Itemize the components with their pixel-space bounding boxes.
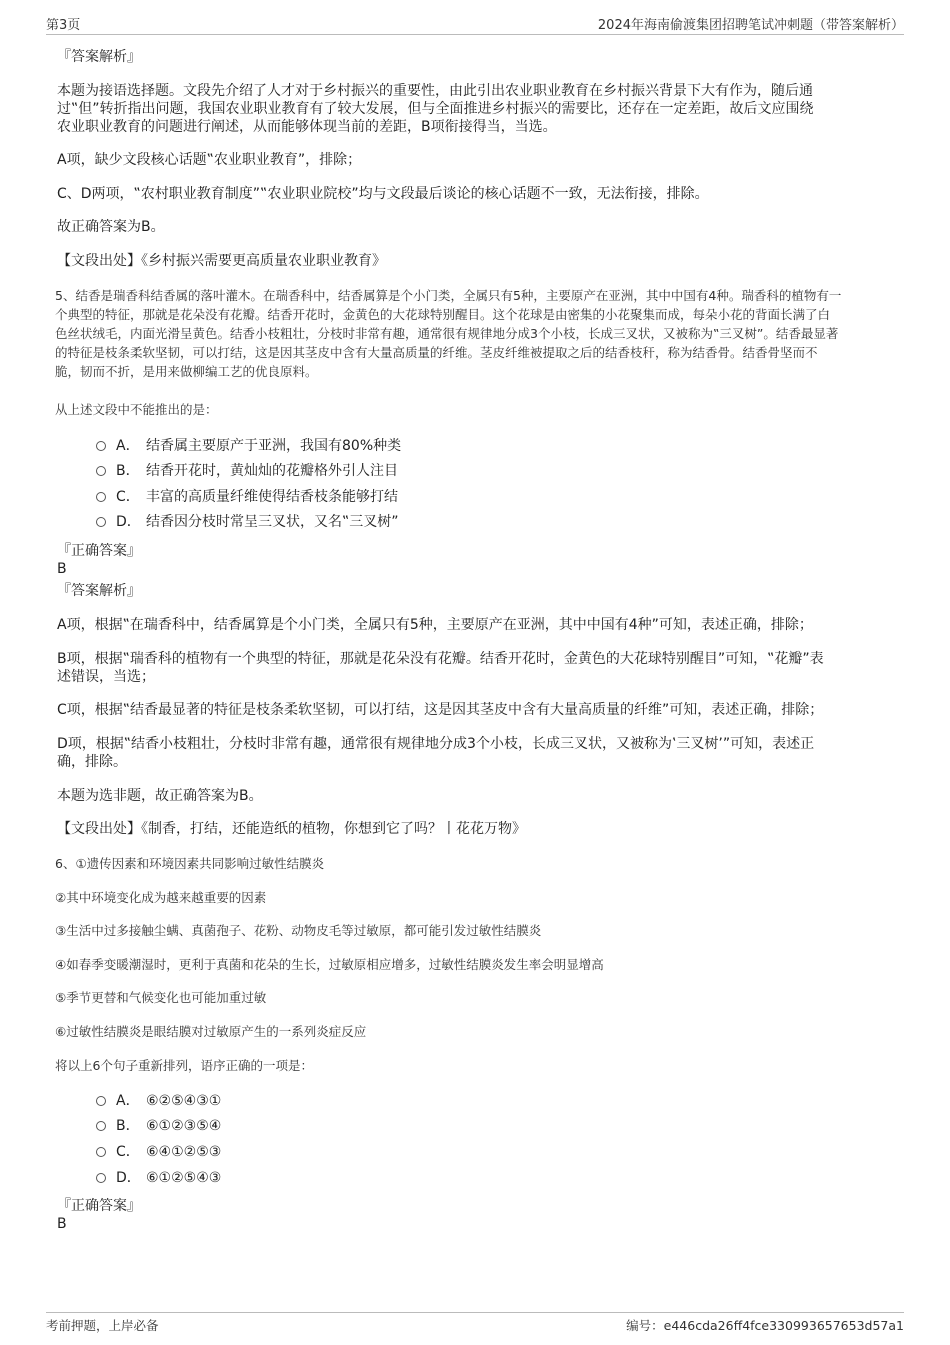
sentence-line: 6、①遗传因素和环境因素共同影响过敏性结膜炎 xyxy=(55,856,325,871)
analysis-line: 述错误，当选； xyxy=(57,669,155,685)
footer-slogan: 考前押题，上岸必备 xyxy=(46,1318,159,1333)
option-d[interactable]: D． 结香因分枝时常呈三叉状，又名‟三叉树” xyxy=(96,512,399,532)
analysis-line: 故正确答案为B。 xyxy=(57,219,165,235)
analysis-line: A项，缺少文段核心话题‟农业职业教育”，排除； xyxy=(57,152,362,168)
option-d[interactable]: D． ⑥①②⑤④③ xyxy=(96,1168,221,1188)
radio-icon[interactable] xyxy=(96,492,106,502)
sentence-line: ④如春季变暖潮湿时，更利于真菌和花朵的生长，过敏原相应增多，过敏性结膜炎发生率会明显增高 xyxy=(55,957,604,972)
source-citation: 【文段出处】《制香，打结，还能造纸的植物，你想到它了吗？丨花花万物》 xyxy=(57,821,526,837)
option-c[interactable]: C． ⑥④①②⑤③ xyxy=(96,1142,221,1162)
page-footer xyxy=(46,1312,904,1337)
option-b[interactable]: B． ⑥①②③⑤④ xyxy=(96,1116,221,1136)
radio-icon[interactable] xyxy=(96,1121,106,1131)
radio-icon[interactable] xyxy=(96,441,106,451)
document-id: 编号：e446cda26ff4fce330993657653d57a1 xyxy=(626,1318,904,1333)
option-a[interactable]: A． ⑥②⑤④③① xyxy=(96,1091,221,1111)
question-prompt: 将以上6个句子重新排列，语序正确的一项是： xyxy=(55,1058,313,1073)
analysis-line: 过‟但”转折指出问题，我国农业职业教育有了较大发展，但与全面推进乡村振兴的需要比，还存在一定差距，故后文应围绕 xyxy=(57,101,814,117)
radio-icon[interactable] xyxy=(96,517,106,527)
document-title: 2024年海南偷渡集团招聘笔试冲刺题（带答案解析） xyxy=(597,18,904,33)
radio-icon[interactable] xyxy=(96,1147,106,1157)
analysis-line: B项，根据‟瑞香科的植物有一个典型的特征，那就是花朵没有花瓣。结香开花时，金黄色的大花球特别醒目”可知，‟花瓣”表 xyxy=(57,651,824,667)
radio-icon[interactable] xyxy=(96,1096,106,1106)
answer-label: 『正确答案』 xyxy=(57,543,141,559)
analysis-line: A项，根据‟在瑞香科中，结香属算是个小门类，全属只有5种，主要原产在亚洲，其中中国有4种”可知，表述正确，排除； xyxy=(57,617,813,633)
answer-label: 『正确答案』 xyxy=(57,1198,141,1214)
analysis-line: C项，根据‟结香最显著的特征是枝条柔软坚韧，可以打结，这是因其茎皮中含有大量高质量的纤维”可知，表述正确，排除； xyxy=(57,702,824,718)
analysis-line: 农业职业教育的问题进行阐述，从而能够体现当前的差距，B项衔接得当，当选。 xyxy=(57,119,557,135)
analysis-line: 本题为接语选择题。文段先介绍了人才对于乡村振兴的重要性，由此引出农业职业教育在乡村振兴背景下大有作为，随后通 xyxy=(57,83,813,99)
radio-icon[interactable] xyxy=(96,1173,106,1183)
analysis-label: 『答案解析』 xyxy=(57,583,141,599)
answer-value: B xyxy=(57,1216,67,1232)
question-prompt: 从上述文段中不能推出的是： xyxy=(55,402,218,417)
option-a[interactable]: A． 结香属主要原产于亚洲，我国有80%种类 xyxy=(96,436,401,456)
analysis-line: C、D两项，‟农村职业教育制度”‟农业职业院校”均与文段最后谈论的核心话题不一致，无法衔接，排除。 xyxy=(57,186,709,202)
page-header xyxy=(46,14,904,35)
sentence-line: ⑤季节更替和气候变化也可能加重过敏 xyxy=(55,990,267,1005)
option-b[interactable]: B． 结香开花时，黄灿灿的花瓣格外引人注目 xyxy=(96,461,398,481)
question-stem-line: 5、结香是瑞香科结香属的落叶灌木。在瑞香科中，结香属算是个小门类，全属只有5种，主要原产在亚洲，其中中国有4种。瑞香科的植物有一 xyxy=(55,288,842,303)
analysis-line: 本题为选非题，故正确答案为B。 xyxy=(57,788,263,804)
sentence-line: ⑥过敏性结膜炎是眼结膜对过敏原产生的一系列炎症反应 xyxy=(55,1024,367,1039)
sentence-line: ③生活中过多接触尘螨、真菌孢子、花粉、动物皮毛等过敏原，都可能引发过敏性结膜炎 xyxy=(55,923,542,938)
question-stem-line: 的特征是枝条柔软坚韧，可以打结，这是因其茎皮中含有大量高质量的纤维。茎皮纤维被提取之后的结香枝秆，称为结香骨。结香骨坚而不 xyxy=(55,345,818,360)
analysis-label: 『答案解析』 xyxy=(57,49,141,65)
page-number: 第3页 xyxy=(46,18,81,33)
question-stem-line: 个典型的特征，那就是花朵没有花瓣。结香开花时，金黄色的大花球特别醒目。这个花球是由密集的小花聚集而成，每朵小花的背面长满了白 xyxy=(55,307,831,322)
source-citation: 【文段出处】《乡村振兴需要更高质量农业职业教育》 xyxy=(57,253,386,269)
analysis-line: 确，排除。 xyxy=(57,754,127,770)
answer-value: B xyxy=(57,561,67,577)
radio-icon[interactable] xyxy=(96,466,106,476)
option-c[interactable]: C． 丰富的高质量纤维使得结香枝条能够打结 xyxy=(96,487,398,507)
question-stem-line: 脆，韧而不折，是用来做柳编工艺的优良原料。 xyxy=(55,364,318,379)
sentence-line: ②其中环境变化成为越来越重要的因素 xyxy=(55,890,267,905)
question-stem-line: 色丝状绒毛，内面光滑呈黄色。结香小枝粗壮，分枝时非常有趣，通常很有规律地分成3个小枝，长成三叉状，又被称为‟三叉树”。结香最显著 xyxy=(55,326,839,341)
analysis-line: D项，根据‟结香小枝粗壮，分枝时非常有趣，通常很有规律地分成3个小枝，长成三叉状，又被称为‛三叉树’”可知，表述正 xyxy=(57,736,815,752)
